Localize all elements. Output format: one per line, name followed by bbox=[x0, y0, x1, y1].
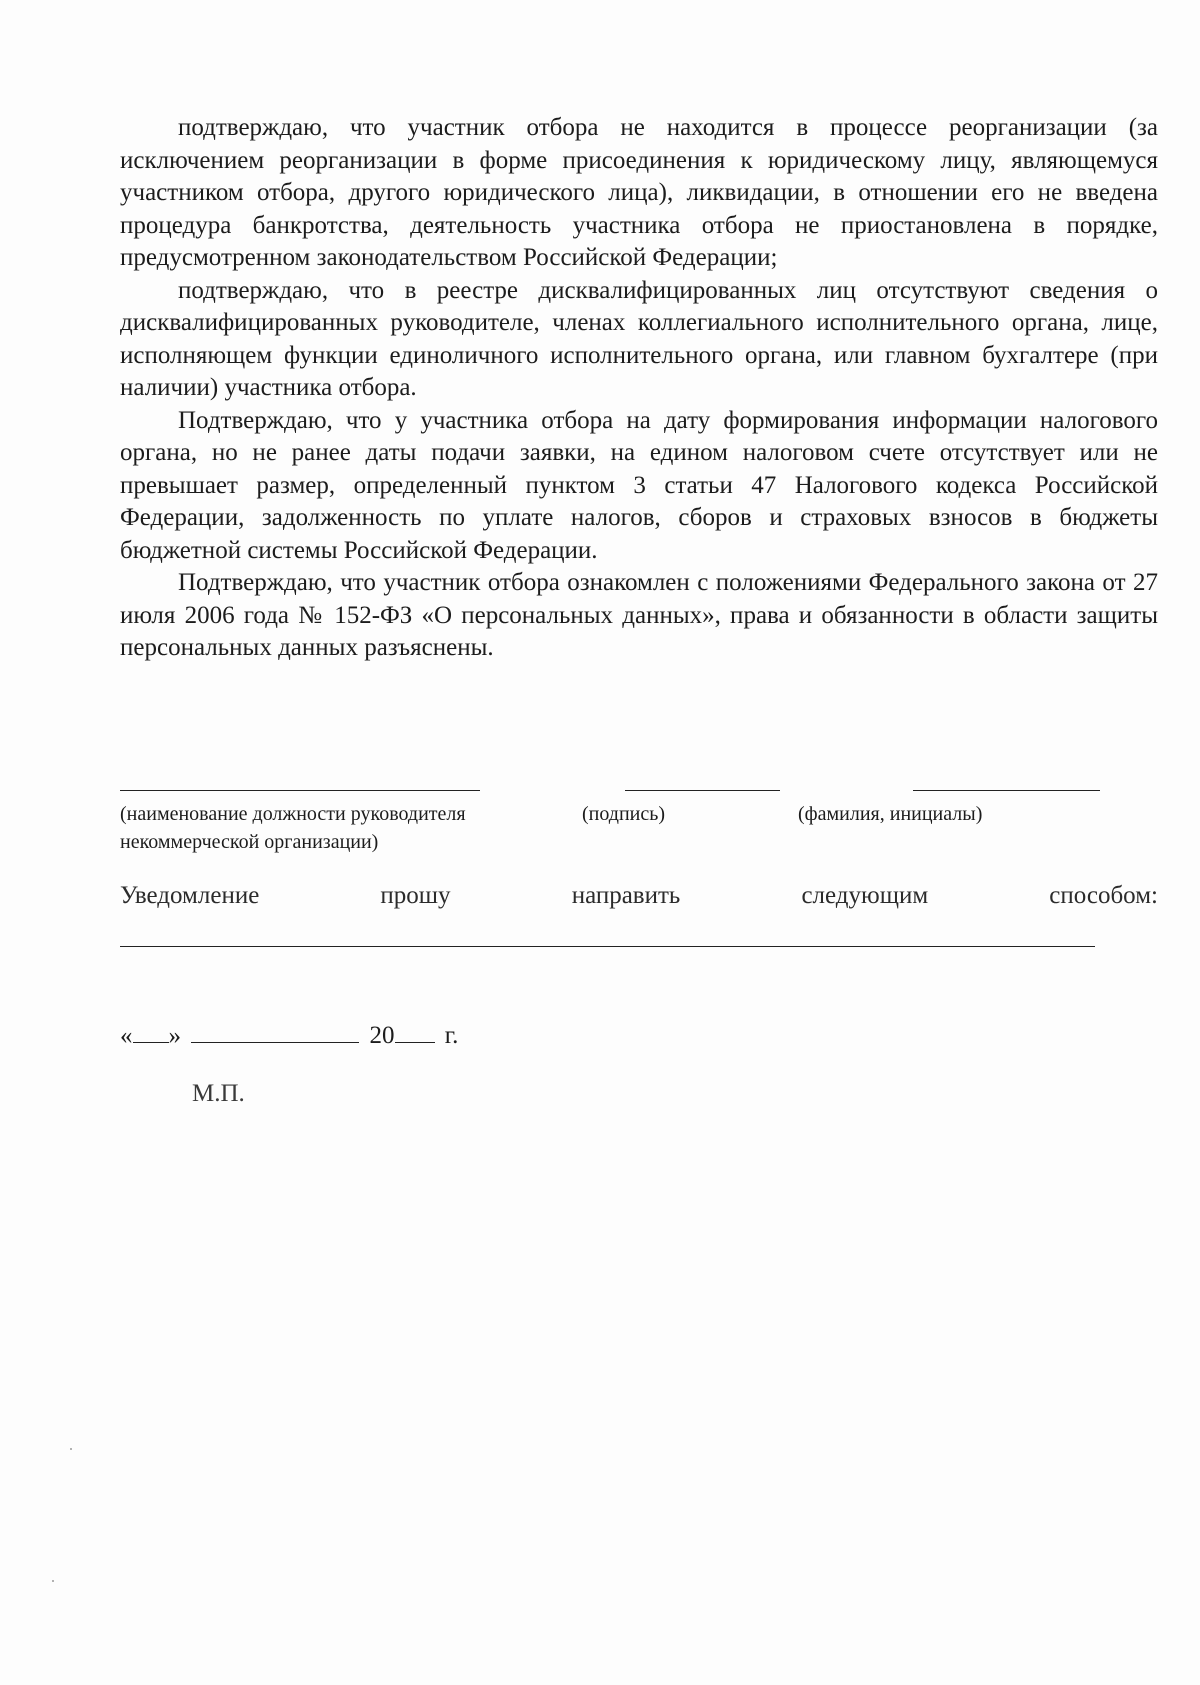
notice-method-blank-line bbox=[120, 946, 1095, 947]
notice-word: способом: bbox=[1049, 882, 1158, 909]
year-prefix: 20 bbox=[369, 1022, 395, 1050]
position-caption bbox=[120, 800, 466, 856]
year-suffix: г. bbox=[444, 1022, 459, 1050]
signature-line bbox=[625, 790, 780, 791]
position-signature-line bbox=[120, 790, 480, 791]
month-blank bbox=[191, 1016, 359, 1043]
notice-word: прошу bbox=[380, 882, 451, 909]
name-caption: (фамилия, инициалы) bbox=[798, 803, 983, 825]
year-blank bbox=[395, 1016, 435, 1043]
notice-word: направить bbox=[571, 882, 681, 909]
name-signature-line bbox=[913, 790, 1100, 791]
signature-block bbox=[0, 760, 1200, 860]
paragraph-reorganization: подтверждаю, что участник отбора не находится в процессе реорганизации (за исключением реорганизации в форме присоединения к юридическому лицу, являющемуся участником отбора, другого юридического лица), ликвидации, в отношении его не введена процедура банкротства, деятельность участника отбора не приостановлена в порядке, предусмотренном законодательством Российской Федерации; bbox=[120, 114, 1158, 271]
scan-speck bbox=[52, 1580, 54, 1582]
notice-word: Уведомление bbox=[120, 882, 260, 909]
position-caption-line1: (наименование должности руководителя bbox=[120, 803, 466, 825]
date-open-quote: « bbox=[120, 1022, 133, 1050]
paragraph-disqualified-persons: подтверждаю, что в реестре дисквалифицированных лиц отсутствуют сведения о дисквалифицированных руководителе, членах коллегиального исполнительного органа, лице, исполняющем функции единоличного исполнительного органа, или главном бухгалтере (при наличии) участника отбора. bbox=[120, 276, 1158, 401]
paragraph-tax-debt: Подтверждаю, что у участника отбора на дату формирования информации налогового органа, но не ранее даты подачи заявки, на едином налоговом счете отсутствует или не превышает размер, определенный пунктом 3 статьи 47 Налогового кодекса Российской Федерации, задолженность по уплате налогов, сборов и страховых взносов в бюджеты бюджетной системы Российской Федерации. bbox=[120, 406, 1158, 564]
stamp-place-label: М.П. bbox=[192, 1080, 245, 1107]
notice-request bbox=[120, 882, 1158, 910]
document-body bbox=[120, 112, 1158, 665]
signature-caption: (подпись) bbox=[582, 803, 666, 825]
position-caption-line2: некоммерческой организации) bbox=[120, 831, 379, 853]
date-line bbox=[120, 1016, 458, 1050]
notice-word: следующим bbox=[801, 882, 929, 909]
day-blank bbox=[133, 1016, 169, 1043]
paragraph-personal-data: Подтверждаю, что участник отбора ознакомлен с положениями Федерального закона от 27 июля 2006 года № 152-ФЗ «О персональных данных», права и обязанности в области защиты персональных данных разъяснены. bbox=[120, 569, 1158, 661]
scan-speck bbox=[70, 1448, 72, 1450]
date-close-quote: » bbox=[168, 1022, 181, 1050]
